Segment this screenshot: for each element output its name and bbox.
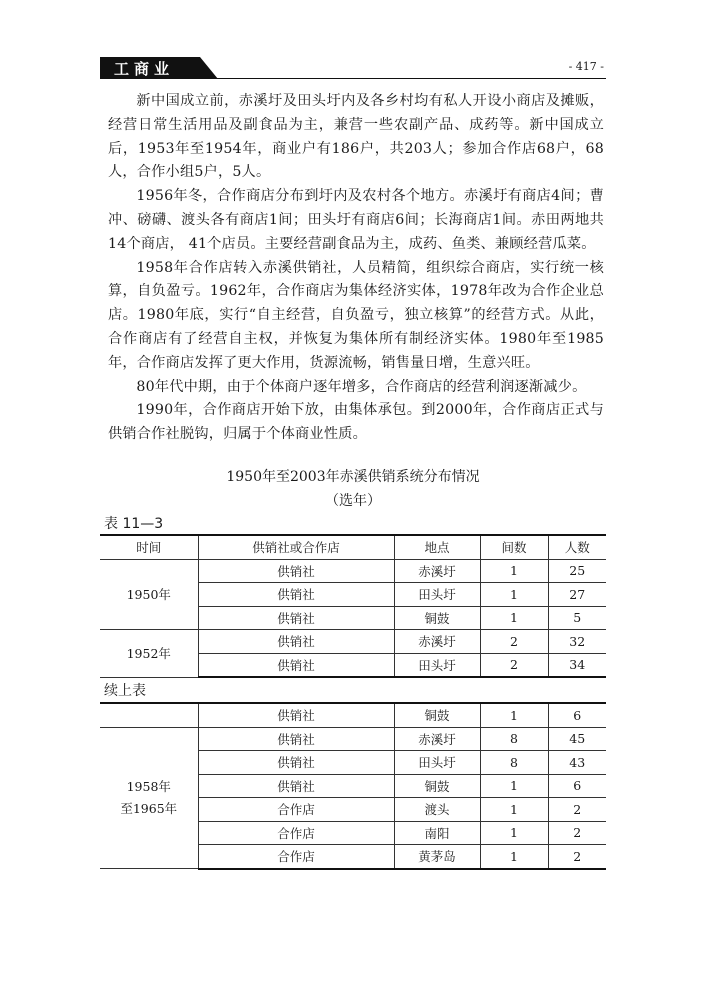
location-cell: 赤溪圩 [394, 559, 480, 583]
staff-cell: 45 [548, 727, 606, 751]
count-cell: 2 [480, 653, 548, 677]
table-row [100, 703, 606, 727]
staff-cell: 25 [548, 559, 606, 583]
location-cell: 田头圩 [394, 583, 480, 607]
count-cell: 1 [480, 845, 548, 869]
count-cell: 1 [480, 606, 548, 630]
paragraph: 新中国成立前，赤溪圩及田头圩内及各乡村均有私人开设小商店及摊贩，经营日常生活用品及副食品为主，兼营一些农副产品、成药等。新中国成立后，1953年至1954年，商业户有186户，共203人；参加合作店68户，68人，合作小组5户，5人。 [108, 93, 604, 181]
location-cell: 赤溪圩 [394, 727, 480, 751]
type-cell: 合作店 [198, 821, 394, 845]
type-cell: 供销社 [198, 727, 394, 751]
page-number: - 417 - [568, 60, 604, 73]
table-number-label: 表 11—3 [104, 516, 164, 532]
location-cell: 南阳 [394, 821, 480, 845]
paragraph: 80年代中期，由于个体商户逐年增多，合作商店的经营利润逐渐减少。 [136, 378, 587, 395]
location-cell: 黄茅岛 [394, 845, 480, 869]
type-cell: 合作店 [198, 798, 394, 822]
count-cell: 1 [480, 703, 548, 727]
period-cell [100, 727, 198, 869]
period-cell: 1950年 [100, 559, 198, 630]
count-cell: 1 [480, 798, 548, 822]
paragraph: 1958年合作店转入赤溪供销社，人员精简，组织综合商店，实行统一核算，自负盈亏。1962年，合作商店为集体经济实体，1978年改为合作企业总店。1980年底，实行“自主经营，自负盈亏，独立核算”的经营方式。从此，合作商店有了经营自主权，并恢复为集体所有制经济实体。1980年至1985年，合作商店发挥了更大作用，货源流畅，销售量日增，生意兴旺。 [108, 259, 604, 371]
distribution-table-continued [100, 702, 606, 870]
column-header-type: 供销社或合作店 [198, 535, 394, 559]
paragraph: 1956年冬，合作商店分布到圩内及农村各个地方。赤溪圩有商店4间；曹冲、磅礴、渡头各有商店1间；田头圩有商店6间；长海商店1间。赤田两地共14个商店， 41个店员。主要经营副食品为主，成药、鱼类、兼顾经营瓜菜。 [108, 188, 604, 252]
column-header-time: 时间 [100, 535, 198, 559]
location-cell: 田头圩 [394, 653, 480, 677]
table-row [100, 727, 606, 751]
staff-cell: 27 [548, 583, 606, 607]
header-rule [100, 78, 606, 79]
table-header-row [100, 535, 606, 559]
location-cell: 铜鼓 [394, 606, 480, 630]
count-cell: 2 [480, 630, 548, 654]
location-cell: 铜鼓 [394, 774, 480, 798]
period-line: 至1965年 [120, 800, 178, 816]
column-header-count: 间数 [480, 535, 548, 559]
type-cell: 供销社 [198, 653, 394, 677]
section-title: 工商业 [114, 60, 175, 78]
type-cell: 供销社 [198, 774, 394, 798]
table-row [100, 630, 606, 654]
type-cell: 合作店 [198, 845, 394, 869]
staff-cell: 32 [548, 630, 606, 654]
paragraph: 1990年，合作商店开始下放，由集体承包。到2000年，合作商店正式与供销合作社脱钩，归属于个体商业性质。 [108, 402, 604, 443]
type-cell: 供销社 [198, 751, 394, 775]
count-cell: 8 [480, 751, 548, 775]
table-subtitle: （选年） [325, 493, 381, 509]
staff-cell: 6 [548, 703, 606, 727]
staff-cell: 2 [548, 845, 606, 869]
staff-cell: 34 [548, 653, 606, 677]
count-cell: 1 [480, 821, 548, 845]
column-header-staff: 人数 [548, 535, 606, 559]
table-title: 1950年至2003年赤溪供销系统分布情况 [226, 469, 480, 485]
period-line: 1958年 [126, 778, 171, 794]
period-cell: 1952年 [100, 630, 198, 678]
staff-cell: 5 [548, 606, 606, 630]
type-cell: 供销社 [198, 559, 394, 583]
location-cell: 赤溪圩 [394, 630, 480, 654]
count-cell: 1 [480, 583, 548, 607]
location-cell: 田头圩 [394, 751, 480, 775]
location-cell: 铜鼓 [394, 703, 480, 727]
type-cell: 供销社 [198, 703, 394, 727]
count-cell: 1 [480, 559, 548, 583]
table-row [100, 559, 606, 583]
staff-cell: 6 [548, 774, 606, 798]
staff-cell: 2 [548, 821, 606, 845]
staff-cell: 43 [548, 751, 606, 775]
body-text [108, 90, 604, 447]
distribution-table [100, 534, 606, 678]
period-cell [100, 703, 198, 727]
page-header [100, 57, 606, 79]
column-header-location: 地点 [394, 535, 480, 559]
location-cell: 渡头 [394, 798, 480, 822]
type-cell: 供销社 [198, 583, 394, 607]
staff-cell: 2 [548, 798, 606, 822]
count-cell: 8 [480, 727, 548, 751]
continued-label: 续上表 [104, 683, 146, 699]
type-cell: 供销社 [198, 606, 394, 630]
type-cell: 供销社 [198, 630, 394, 654]
count-cell: 1 [480, 774, 548, 798]
